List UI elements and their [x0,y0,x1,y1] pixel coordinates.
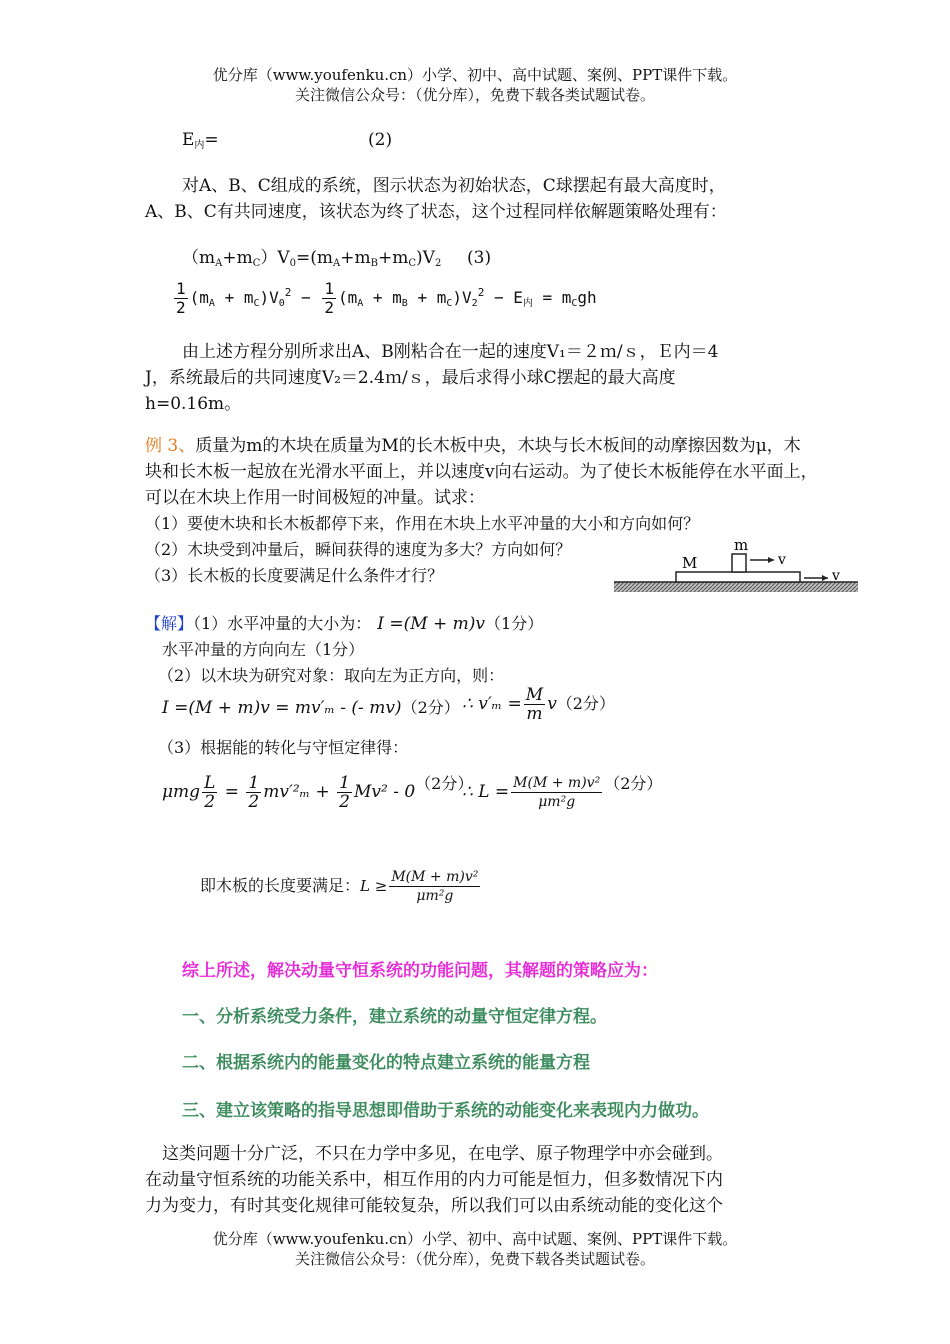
solution-step-3-equation: μmg $\frac{L}{2}$ = $\frac{1}{2}$ mv′²ₘ + $\frac{1}{2}$ Mv² - 0（2分） [162,773,474,812]
page-footer-line2: 关注微信公众号：（优分库），免费下载各类试题试卷。 [294,1250,655,1268]
paragraph-2-line2: J，系统最后的共同速度V₂＝2.4ｍ/ｓ，最后求得小球C摆起的最大高度 [145,368,676,388]
solution-step-2-result: ∴ v′ₘ = $\frac{M}{m}$ v（2分） [462,685,615,724]
summary-title: 综上所述，解决动量守恒系统的功能问题，其解题的策略应为： [182,961,658,981]
plank-velocity-arrow [822,575,828,581]
page-footer-line1: 优分库（www.youfenku.cn）小学、初中、高中试题、案例、PPT课件下载。 [212,1230,738,1248]
closing-line1: 这类问题十分广泛，不只在力学中多见，在电学、原子物理学中亦会碰到。 [162,1144,723,1164]
block-velocity-arrow [768,557,774,563]
equation-2-label: (2) [368,130,393,150]
block-plank-figure [612,538,862,598]
solution-step-2: （2）以木块为研究对象：取向左为正方向，则： [158,666,505,685]
paragraph-2-line3: h=0.16m。 [145,394,242,414]
block-label: m [734,538,749,554]
fraction-half-2: $\frac{1}{2}$ [324,279,334,317]
summary-point-1: 一、分析系统受力条件，建立系统的动量守恒定律方程。 [182,1007,607,1027]
solution-step-1-direction: 水平冲量的方向向左（1分） [162,640,365,659]
closing-line2: 在动量守恒系统的功能关系中，相互作用的内力可能是恒力，但多数情况下内 [145,1170,723,1190]
block-velocity-label: v [778,552,786,568]
summary-point-2: 二、根据系统内的能量变化的特点建立系统的能量方程 [182,1053,590,1073]
question-2: （2）木块受到冲量后，瞬间获得的速度为多大？方向如何？ [145,540,572,559]
solution-tag: 【解】 [145,614,194,633]
page-header-line1: 优分库（www.youfenku.cn）小学、初中、高中试题、案例、PPT课件下载。 [212,66,738,84]
equation-energy: $\frac{1}{2}$ $(m_A + m_C)V_0^2$ − $\frac{1}{2}$ $(m_A + m_B + m_C)V_2^2 - E_内 = m_Cgh$ [176,279,597,317]
summary-point-3: 三、建立该策略的指导思想即借助于系统的动能变化来表现内力做功。 [182,1101,709,1121]
paragraph-1-line1: 对A、B、C组成的系统，图示状态为初始状态，C球摆起有最大高度时， [182,176,726,196]
example-3-line3: 可以在木块上作用一时间极短的冲量。试求： [145,488,485,508]
solution-step-2-equation: I =(M + m)v = mv′ₘ - (- mv)（2分） [162,698,460,718]
long-plank [676,572,800,582]
solution-step-3: （3）根据能的转化与守恒定律得： [158,738,409,757]
solution-step-3-result: ∴ L = $\frac{\text{M(M + m)v²}}{\text{μm²g}}$ （2分） [462,774,663,810]
fraction-half-1: $\frac{1}{2}$ [176,279,186,317]
equation-2: $E_内=$ [182,130,219,151]
paragraph-2-line1: 由上述方程分别所求出A、B刚粘合在一起的速度V₁＝２ｍ/ｓ，Ｅ内＝4 [182,342,719,362]
example-3-line1: 例 3、质量为m的木块在质量为M的长木板中央，木块与长木板间的动摩擦因数为μ，木 [145,436,801,456]
question-1: （1）要使木块和长木板都停下来，作用在木块上水平冲量的大小和方向如何？ [145,514,700,533]
question-3: （3）长木板的长度要满足什么条件才行？ [145,566,444,585]
page-header-line2: 关注微信公众号：（优分库），免费下载各类试题试卷。 [294,86,655,104]
paragraph-1-line2: A、B、C有共同速度，该状态为终了状态，这个过程同样依解题策略处理有： [145,202,727,222]
plank-label: M [682,554,698,572]
small-block [732,554,746,572]
closing-line3: 力为变力，有时其变化规律可能较复杂，所以我们可以由系统动能的变化这个 [145,1196,723,1216]
equation-3: $(m_A+m_C)V_0=(m_A+m_B+m_C)V_2$ [182,248,442,269]
equation-3-label: (3) [467,248,492,268]
ground [614,582,858,592]
plank-length-condition: 即木板的长度要满足：L ≥ $\frac{\text{M(M + m)v²}}{\text{μm²g}}$ [200,869,479,904]
example-label: 例 3、 [145,436,196,456]
solution-step-1: 【解】（1）水平冲量的大小为： I =(M + m)v（1分） [145,614,544,634]
example-3-line2: 块和长木板一起放在光滑水平面上，并以速度v向右运动。为了使长木板能停在水平面上， [145,462,818,482]
plank-velocity-label: v [832,568,840,584]
